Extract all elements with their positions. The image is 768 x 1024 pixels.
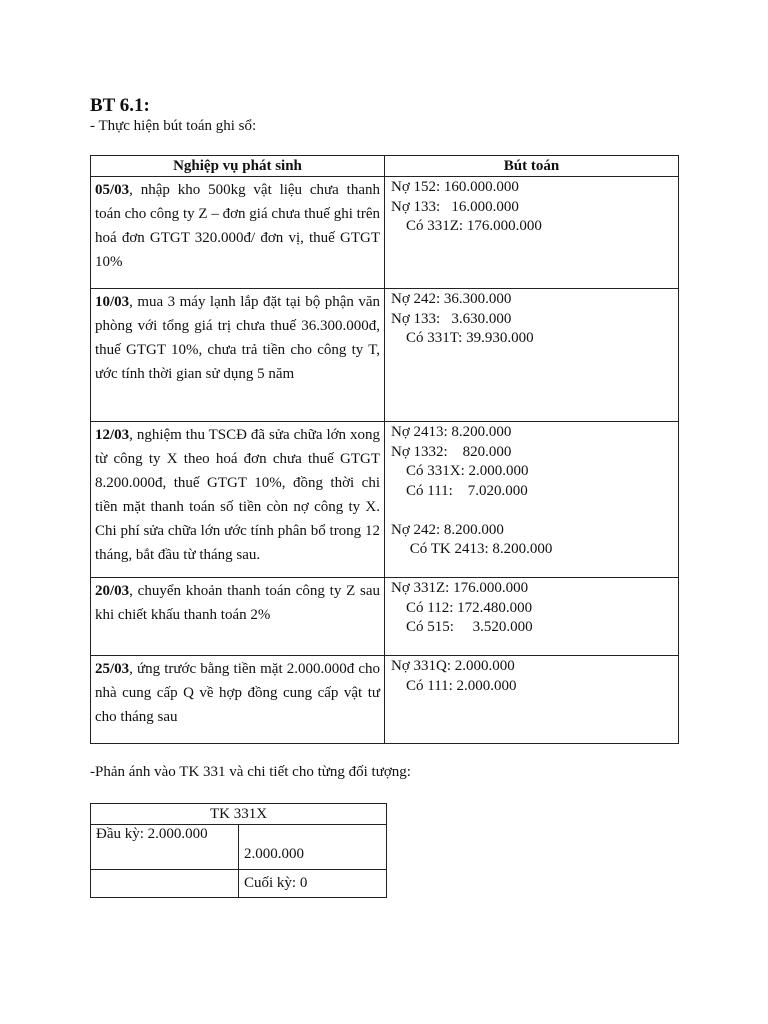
entry-line: Nợ 133: 3.630.000 bbox=[391, 310, 512, 327]
entry-line: Nợ 152: 160.000.000 bbox=[391, 179, 519, 195]
transaction-text: , nhập kho 500kg vật liệu chưa thanh toán cho công ty Z – đơn giá chưa thuế ghi trên hoá đơn GTGT 320.000đ/ đơn vị, thuế GTGT 10% bbox=[95, 182, 380, 270]
transaction-date: 05/03 bbox=[95, 182, 130, 198]
entry-line: Có 515: 3.520.000 bbox=[391, 619, 533, 635]
header-entry: Bút toán bbox=[385, 156, 679, 177]
table-row bbox=[91, 578, 679, 656]
ledger-header-row bbox=[91, 804, 387, 825]
transaction-date: 25/03 bbox=[95, 661, 130, 677]
ledger-opening: Đầu kỳ: 2.000.000 bbox=[91, 825, 239, 870]
ledger-closing: Cuối kỳ: 0 bbox=[239, 870, 387, 898]
entry-line: Nợ 242: 8.200.000 bbox=[391, 521, 504, 538]
entry-line: Nợ 2413: 8.200.000 bbox=[391, 424, 512, 440]
table-header-row bbox=[91, 156, 679, 177]
header-transaction: Nghiệp vụ phát sinh bbox=[91, 156, 385, 177]
transaction-cell bbox=[91, 289, 385, 422]
transaction-cell bbox=[91, 578, 385, 656]
transaction-cell bbox=[91, 177, 385, 289]
entry-cell bbox=[385, 289, 679, 422]
entry-line: Nợ 133: 16.000.000 bbox=[391, 198, 519, 215]
table-row bbox=[91, 422, 679, 578]
entry-line: Có TK 2413: 8.200.000 bbox=[391, 541, 553, 557]
entry-line: Có 112: 172.480.000 bbox=[391, 599, 533, 616]
transaction-date: 12/03 bbox=[95, 427, 130, 443]
transaction-cell bbox=[91, 656, 385, 744]
entry-spacer bbox=[391, 501, 672, 521]
exercise-title: BT 6.1: bbox=[90, 95, 150, 116]
entry-line: Có 331X: 2.000.000 bbox=[391, 463, 529, 479]
entry-line: Có 111: 2.000.000 bbox=[391, 677, 517, 694]
transaction-text: , ứng trước bằng tiền mặt 2.000.000đ cho nhà cung cấp Q về hợp đồng cung cấp vật tư cho tháng sau bbox=[95, 661, 380, 725]
t-account-331x bbox=[90, 803, 387, 898]
entry-line: Nợ 331Q: 2.000.000 bbox=[391, 658, 515, 674]
table-row bbox=[91, 177, 679, 289]
ledger-row bbox=[91, 870, 387, 898]
entry-cell bbox=[385, 578, 679, 656]
intro-text: - Thực hiện bút toán ghi sổ: bbox=[90, 118, 257, 134]
ledger-intro-text: -Phản ánh vào TK 331 và chi tiết cho từng đối tượng: bbox=[90, 764, 411, 780]
transaction-text: , nghiệm thu TSCĐ đã sửa chữa lớn xong từ công ty X theo hoá đơn chưa thuế GTGT 8.200.000đ, thuế GTGT 10%, đồng thời chi tiền mặt thanh toán số tiền còn nợ công ty X. Chi phí sửa chữa lớn ước tính phân bổ trong 12 tháng, bắt đầu từ tháng sau. bbox=[95, 427, 380, 563]
entry-cell bbox=[385, 422, 679, 578]
transaction-cell bbox=[91, 422, 385, 578]
entry-cell bbox=[385, 177, 679, 289]
entry-line: Nợ 1332: 820.000 bbox=[391, 443, 512, 460]
ledger-credit: 2.000.000 bbox=[239, 825, 387, 870]
transaction-text: , chuyển khoản thanh toán công ty Z sau khi chiết khấu thanh toán 2% bbox=[95, 583, 380, 623]
table-row bbox=[91, 289, 679, 422]
transaction-date: 10/03 bbox=[95, 294, 130, 310]
entry-line: Nợ 331Z: 176.000.000 bbox=[391, 580, 529, 596]
ledger-row bbox=[91, 825, 387, 870]
table-row bbox=[91, 656, 679, 744]
entry-cell bbox=[385, 656, 679, 744]
entry-line: Có 331Z: 176.000.000 bbox=[391, 218, 542, 234]
transaction-text: , mua 3 máy lạnh lắp đặt tại bộ phận văn phòng với tổng giá trị chưa thuế 36.300.000đ, thuế GTGT 10%, chưa trả tiền cho công ty T, ước tính thời gian sử dụng 5 năm bbox=[95, 294, 380, 382]
ledger-empty-cell bbox=[91, 870, 239, 898]
entry-line: Có 331T: 39.930.000 bbox=[391, 330, 534, 346]
ledger-title: TK 331X bbox=[91, 804, 387, 825]
journal-table bbox=[90, 155, 679, 744]
entry-line: Có 111: 7.020.000 bbox=[391, 482, 528, 499]
entry-line: Nợ 242: 36.300.000 bbox=[391, 291, 512, 307]
transaction-date: 20/03 bbox=[95, 583, 130, 599]
